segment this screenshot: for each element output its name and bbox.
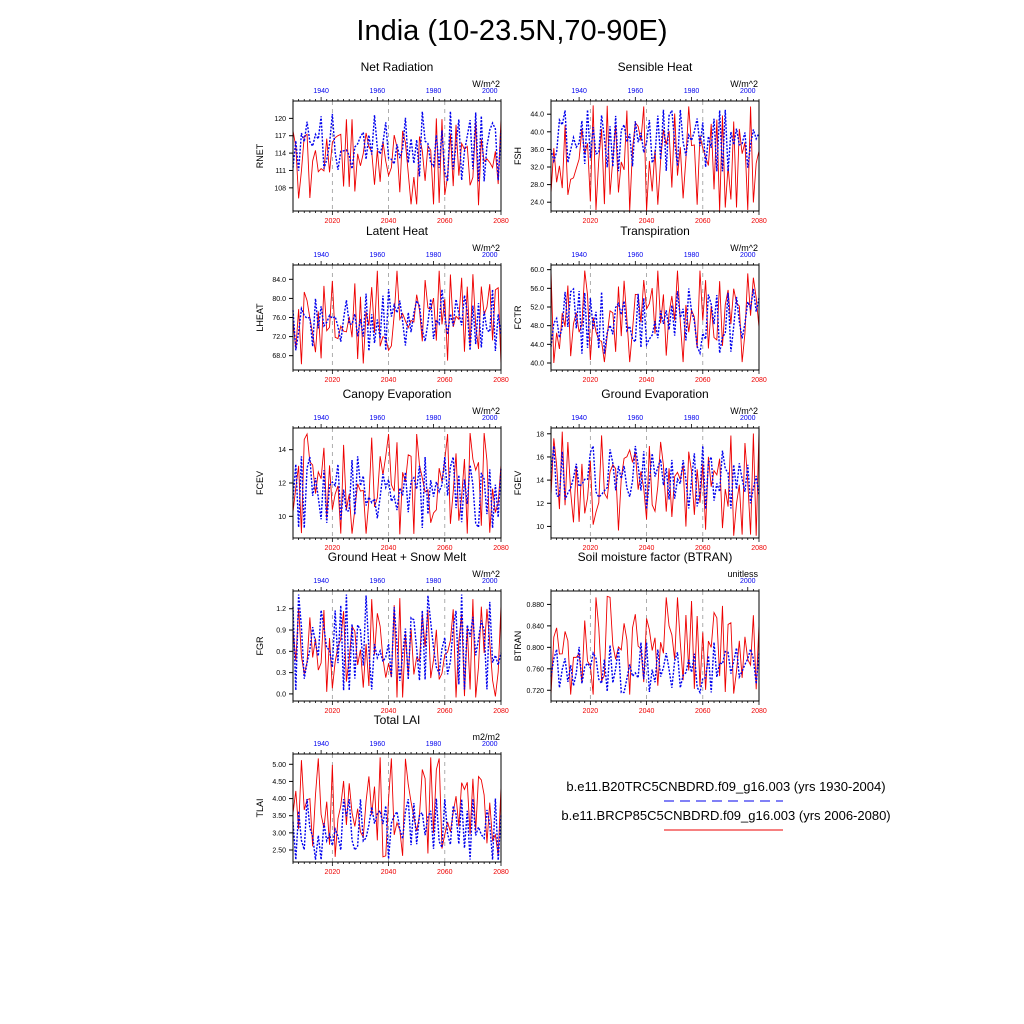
units-label: W/m^2 bbox=[472, 569, 500, 579]
x-tick-label-top: 1960 bbox=[627, 88, 644, 95]
x-tick-label-top: 1980 bbox=[683, 415, 700, 422]
x-tick-label-top: 1940 bbox=[571, 415, 587, 422]
x-tick-label-top: 2000 bbox=[739, 252, 756, 259]
y-tick-label: 16 bbox=[536, 454, 544, 462]
x-tick-label-bottom: 2060 bbox=[436, 218, 453, 225]
y-tick-label: 0.880 bbox=[526, 601, 544, 609]
y-axis-label: FGR bbox=[255, 636, 265, 656]
x-tick-label-bottom: 2040 bbox=[380, 377, 397, 384]
panel-title: Net Radiation bbox=[360, 60, 434, 74]
panels bbox=[255, 60, 767, 876]
y-tick-label: 52.0 bbox=[530, 304, 544, 312]
y-tick-label: 18 bbox=[536, 431, 544, 439]
panel-title: Canopy Evaporation bbox=[342, 387, 452, 401]
x-tick-label-bottom: 2080 bbox=[751, 545, 767, 552]
x-tick-label-top: 2000 bbox=[481, 741, 498, 748]
y-tick-label: 60.0 bbox=[530, 267, 544, 275]
y-tick-label: 0.9 bbox=[276, 627, 286, 635]
legend bbox=[561, 779, 890, 830]
y-tick-label: 0.800 bbox=[526, 644, 544, 652]
y-tick-label: 14 bbox=[536, 477, 544, 485]
y-axis-label: FCEV bbox=[255, 470, 265, 496]
x-tick-label-bottom: 2060 bbox=[436, 708, 453, 715]
y-tick-label: 14 bbox=[278, 447, 286, 455]
y-axis-label: FSH bbox=[513, 147, 523, 165]
x-tick-label-bottom: 2020 bbox=[324, 377, 341, 384]
x-tick-label-top: 2000 bbox=[481, 252, 498, 259]
y-axis-label: LHEAT bbox=[255, 303, 265, 332]
x-tick-label-top: 1980 bbox=[425, 578, 442, 585]
x-tick-label-bottom: 2020 bbox=[582, 545, 599, 552]
series-line-future bbox=[551, 431, 759, 535]
x-tick-label-top: 1960 bbox=[369, 88, 386, 95]
x-tick-label-bottom: 2080 bbox=[493, 708, 509, 715]
x-tick-label-bottom: 2080 bbox=[751, 708, 767, 715]
x-tick-label-bottom: 2040 bbox=[380, 869, 397, 876]
y-tick-label: 40.0 bbox=[530, 360, 544, 368]
x-tick-label-top: 1940 bbox=[313, 252, 329, 259]
y-tick-label: 32.0 bbox=[530, 164, 544, 172]
y-tick-label: 36.0 bbox=[530, 146, 544, 154]
y-tick-label: 111 bbox=[275, 167, 286, 175]
x-tick-label-top: 2000 bbox=[481, 578, 498, 585]
x-tick-label-bottom: 2080 bbox=[751, 377, 767, 384]
x-tick-label-top: 1960 bbox=[369, 252, 386, 259]
units-label: W/m^2 bbox=[472, 79, 500, 89]
x-tick-label-bottom: 2080 bbox=[493, 869, 509, 876]
x-tick-label-top: 1980 bbox=[425, 252, 442, 259]
y-tick-label: 0.760 bbox=[526, 666, 544, 674]
y-tick-label: 0.0 bbox=[276, 691, 286, 699]
y-tick-label: 10 bbox=[278, 513, 286, 521]
series-line-future bbox=[293, 598, 501, 697]
y-tick-label: 2.50 bbox=[272, 847, 286, 855]
panel-title: Latent Heat bbox=[365, 224, 429, 238]
y-tick-label: 114 bbox=[274, 150, 286, 158]
series-line-future bbox=[293, 757, 501, 856]
panel-title: Soil moisture factor (BTRAN) bbox=[577, 550, 733, 564]
plot-frame bbox=[293, 265, 501, 370]
y-tick-label: 56.0 bbox=[530, 285, 544, 293]
y-tick-label: 76.0 bbox=[272, 315, 286, 322]
series-line-historical bbox=[551, 446, 759, 509]
units-label: m2/m2 bbox=[472, 732, 500, 742]
x-tick-label-bottom: 2040 bbox=[638, 708, 655, 715]
x-tick-label-bottom: 2080 bbox=[751, 218, 767, 225]
x-tick-label-top: 1980 bbox=[683, 88, 700, 95]
panel-latent-heat bbox=[255, 224, 509, 384]
x-tick-label-bottom: 2060 bbox=[694, 545, 711, 552]
x-tick-label-top: 2000 bbox=[739, 88, 756, 95]
x-tick-label-top: 1960 bbox=[369, 741, 386, 748]
series-line-future bbox=[293, 271, 501, 365]
units-label: W/m^2 bbox=[472, 406, 500, 416]
x-tick-label-top: 1960 bbox=[627, 415, 644, 422]
y-axis-label: TLAI bbox=[255, 798, 265, 818]
panel-soil-moisture-factor-btran bbox=[513, 550, 767, 715]
x-tick-label-bottom: 2040 bbox=[380, 545, 397, 552]
legend-label-future: b.e11.BRCP85C5CNBDRD.f09_g16.003 (yrs 2006-2080) bbox=[561, 808, 891, 823]
y-tick-label: 0.3 bbox=[276, 670, 286, 678]
panel-sensible-heat bbox=[513, 60, 767, 225]
x-tick-label-top: 2000 bbox=[481, 415, 498, 422]
y-tick-label: 3.00 bbox=[272, 830, 286, 838]
panel-total-lai bbox=[255, 713, 509, 876]
x-tick-label-bottom: 2040 bbox=[638, 377, 655, 384]
x-tick-label-bottom: 2060 bbox=[436, 545, 453, 552]
x-tick-label-top: 1940 bbox=[571, 252, 587, 259]
y-tick-label: 108 bbox=[274, 185, 286, 193]
x-tick-label-bottom: 2040 bbox=[638, 545, 655, 552]
y-tick-label: 1.2 bbox=[276, 606, 286, 614]
x-tick-label-top: 1980 bbox=[425, 741, 442, 748]
x-tick-label-top: 1960 bbox=[369, 578, 386, 585]
x-tick-label-top: 1980 bbox=[425, 88, 442, 95]
x-tick-label-top: 1940 bbox=[313, 415, 329, 422]
y-tick-label: 44.0 bbox=[530, 341, 544, 349]
x-tick-label-bottom: 2020 bbox=[324, 708, 341, 715]
x-tick-label-bottom: 2080 bbox=[493, 545, 509, 552]
y-tick-label: 12 bbox=[536, 500, 544, 508]
x-tick-label-top: 2000 bbox=[739, 415, 756, 422]
units-label: unitless bbox=[727, 569, 758, 579]
y-tick-label: 3.50 bbox=[272, 813, 286, 821]
x-tick-label-bottom: 2060 bbox=[436, 869, 453, 876]
x-tick-label-bottom: 2040 bbox=[638, 218, 655, 225]
units-label: W/m^2 bbox=[472, 243, 500, 253]
x-tick-label-bottom: 2060 bbox=[436, 377, 453, 384]
x-tick-label-top: 1940 bbox=[571, 88, 587, 95]
units-label: W/m^2 bbox=[730, 79, 758, 89]
x-tick-label-bottom: 2020 bbox=[582, 708, 599, 715]
x-tick-label-top: 1980 bbox=[425, 415, 442, 422]
y-axis-label: RNET bbox=[255, 143, 265, 169]
y-tick-label: 28.0 bbox=[530, 182, 544, 190]
plot-frame bbox=[551, 591, 759, 701]
x-tick-label-bottom: 2020 bbox=[324, 869, 341, 876]
series-line-historical bbox=[293, 289, 501, 351]
x-tick-label-bottom: 2040 bbox=[380, 218, 397, 225]
panel-title: Ground Heat + Snow Melt bbox=[327, 550, 467, 564]
x-tick-label-top: 1940 bbox=[313, 88, 329, 95]
y-axis-label: BTRAN bbox=[513, 630, 523, 662]
x-tick-label-bottom: 2060 bbox=[694, 708, 711, 715]
figure-title: India (10-23.5N,70-90E) bbox=[356, 15, 668, 47]
y-tick-label: 10 bbox=[536, 523, 544, 531]
y-axis-label: FGEV bbox=[513, 470, 523, 496]
panel-transpiration bbox=[513, 224, 767, 384]
x-tick-label-bottom: 2020 bbox=[582, 377, 599, 384]
x-tick-label-bottom: 2060 bbox=[694, 377, 711, 384]
y-tick-label: 24.0 bbox=[530, 199, 544, 207]
series-line-historical bbox=[293, 456, 501, 528]
x-tick-label-top: 1960 bbox=[627, 252, 644, 259]
y-tick-label: 0.6 bbox=[276, 648, 286, 656]
y-tick-label: 120 bbox=[274, 115, 286, 123]
x-tick-label-bottom: 2020 bbox=[582, 218, 599, 225]
panel-title: Total LAI bbox=[373, 713, 421, 727]
x-tick-label-bottom: 2080 bbox=[493, 218, 509, 225]
y-tick-label: 68.0 bbox=[272, 353, 286, 361]
y-tick-label: 72.0 bbox=[272, 334, 286, 342]
x-tick-label-top: 1940 bbox=[313, 578, 329, 585]
panel-ground-heat-snow-melt bbox=[255, 550, 509, 715]
panel-canopy-evaporation bbox=[255, 387, 509, 552]
x-tick-label-bottom: 2020 bbox=[324, 545, 341, 552]
x-tick-label-top: 2000 bbox=[739, 578, 756, 585]
x-tick-label-bottom: 2060 bbox=[694, 218, 711, 225]
x-tick-label-top: 1960 bbox=[369, 415, 386, 422]
y-tick-label: 48.0 bbox=[530, 323, 544, 331]
y-tick-label: 84.0 bbox=[272, 276, 286, 284]
panel-title: Ground Evaporation bbox=[601, 387, 709, 401]
y-tick-label: 0.720 bbox=[526, 687, 544, 695]
y-tick-label: 80.0 bbox=[272, 295, 286, 303]
units-label: W/m^2 bbox=[730, 243, 758, 253]
panel-title: Transpiration bbox=[620, 224, 690, 238]
y-tick-label: 4.00 bbox=[272, 796, 286, 804]
x-tick-label-top: 1980 bbox=[683, 252, 700, 259]
y-tick-label: 44.0 bbox=[530, 111, 544, 119]
series-line-historical bbox=[551, 110, 759, 172]
legend-label-historical: b.e11.B20TRC5CNBDRD.f09_g16.003 (yrs 1930-2004) bbox=[566, 779, 886, 794]
x-tick-label-top: 2000 bbox=[481, 88, 498, 95]
y-tick-label: 12 bbox=[278, 480, 286, 488]
units-label: W/m^2 bbox=[730, 406, 758, 416]
plot-frame bbox=[293, 101, 501, 211]
panel-net-radiation bbox=[255, 60, 509, 225]
y-axis-label: FCTR bbox=[513, 305, 523, 330]
y-tick-label: 40.0 bbox=[530, 129, 544, 137]
panel-ground-evaporation bbox=[513, 387, 767, 552]
y-tick-label: 117 bbox=[274, 133, 286, 141]
x-tick-label-bottom: 2040 bbox=[380, 708, 397, 715]
y-tick-label: 5.00 bbox=[272, 761, 286, 769]
panel-title: Sensible Heat bbox=[617, 60, 693, 74]
x-tick-label-bottom: 2020 bbox=[324, 218, 341, 225]
y-tick-label: 4.50 bbox=[272, 778, 286, 786]
y-tick-label: 0.840 bbox=[526, 623, 544, 631]
x-tick-label-top: 1940 bbox=[313, 741, 329, 748]
x-tick-label-bottom: 2080 bbox=[493, 377, 509, 384]
